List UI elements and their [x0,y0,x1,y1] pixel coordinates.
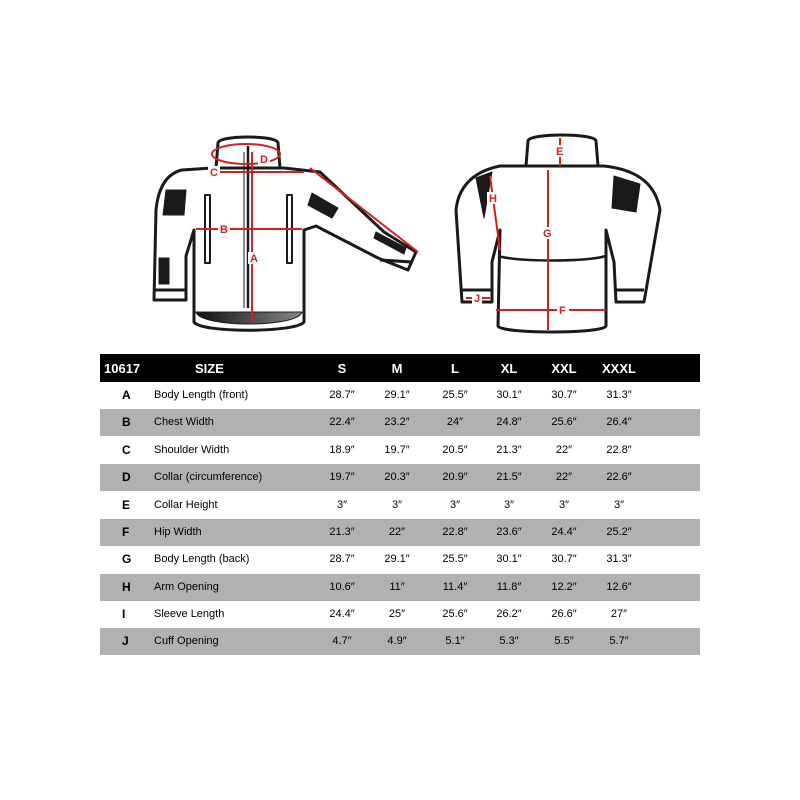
measurement-letter: A [122,388,131,402]
size-column-header: L [451,361,459,376]
measurement-letter: J [122,634,129,648]
measurement-value: 19.7″ [384,444,410,456]
measurement-value: 25.5″ [442,389,468,401]
measurement-value: 24″ [446,416,464,428]
measurement-value: 26.2″ [496,608,522,620]
measurement-value: 21.3″ [329,526,355,538]
size-column-header: M [391,361,403,376]
measurement-value: 24.4″ [329,608,355,620]
label-f: F [559,305,566,317]
measurement-value: 4.9″ [387,635,407,647]
measurement-value: 31.3″ [606,553,632,565]
measurement-value: 30.1″ [496,553,522,565]
measurement-value: 22.8″ [606,444,632,456]
table-header [100,354,700,382]
measurement-value: 25.5″ [442,553,468,565]
measurement-value: 20.5″ [442,444,468,456]
measurement-value: 3″ [391,499,402,511]
measurement-value: 5.5″ [554,635,574,647]
measurement-value: 3″ [558,499,569,511]
measurement-value: 22.6″ [606,471,632,483]
measurement-value: 28.7″ [329,389,355,401]
size-heading: SIZE [195,361,224,376]
table-row [100,546,700,573]
size-column-header: S [337,361,347,376]
measurement-value: 20.3″ [384,471,410,483]
measurement-name: Collar (circumference) [154,471,263,483]
measurement-value: 22.4″ [329,416,355,428]
table-row [100,437,700,464]
measurement-letter: H [122,580,131,594]
measurement-value: 4.7″ [332,635,352,647]
measurement-name: Chest Width [154,416,214,428]
measurement-value: 30.1″ [496,389,522,401]
measurement-value: 21.3″ [496,444,522,456]
measurement-value: 27″ [610,608,628,620]
measurement-value: 5.3″ [499,635,519,647]
label-g: G [543,228,552,240]
table-row [100,519,700,546]
label-c: C [210,167,218,179]
label-e: E [556,146,564,158]
label-d: D [260,154,268,166]
measurement-letter: F [122,525,130,539]
table-row [100,628,700,655]
measurement-value: 25.6″ [442,608,468,620]
measurement-name: Arm Opening [154,581,219,593]
size-column-header: XL [500,361,518,376]
measurement-name: Cuff Opening [154,635,219,647]
measurement-name: Sleeve Length [154,608,225,620]
table-row [100,382,700,409]
measurement-value: 18.9″ [329,444,355,456]
measurement-value: 22.8″ [442,526,468,538]
measurement-value: 5.7″ [609,635,629,647]
jacket-measurement-diagram [0,0,800,350]
measurement-value: 29.1″ [384,389,410,401]
measurement-value: 19.7″ [329,471,355,483]
measurement-value: 30.7″ [551,553,577,565]
measurement-value: 3″ [449,499,460,511]
measurement-value: 24.4″ [551,526,577,538]
measurement-value: 28.7″ [329,553,355,565]
measurement-value: 12.2″ [551,581,577,593]
measurement-value: 11.8″ [496,581,522,593]
measurement-name: Shoulder Width [154,444,230,456]
table-row [100,574,700,601]
measurement-value: 20.9″ [442,471,468,483]
measurement-name: Collar Height [154,499,218,511]
measurement-value: 10.6″ [329,581,355,593]
measurement-letter: B [122,415,131,429]
measurement-value: 29.1″ [384,553,410,565]
measurement-value: 5.1″ [445,635,465,647]
measurement-value: 21.5″ [496,471,522,483]
table-row [100,601,700,628]
label-j: J [474,293,481,305]
measurement-value: 31.3″ [606,389,632,401]
measurement-name: Body Length (front) [154,389,249,401]
measurement-value: 3″ [503,499,514,511]
size-column-header: XXL [551,361,577,376]
size-chart-table [100,354,700,655]
jacket-back-illustration [456,135,660,332]
measurement-value: 11.4″ [442,581,468,593]
label-a: A [250,253,258,265]
measurement-value: 24.8″ [496,416,522,428]
measurement-value: 23.2″ [384,416,410,428]
measurement-letter: E [122,498,131,512]
table-row [100,409,700,436]
measurement-value: 25″ [388,608,406,620]
measurement-value: 12.6″ [606,581,632,593]
measurement-value: 26.6″ [551,608,577,620]
table-row [100,464,700,491]
measurement-value: 11″ [389,581,405,593]
measurement-value: 22″ [388,526,406,538]
measurement-letter: I [122,607,126,621]
measurement-letter: C [122,443,131,457]
measurement-value: 22″ [555,444,573,456]
measurement-value: 22″ [555,471,573,483]
measurement-value: 30.7″ [551,389,577,401]
measurement-value: 23.6″ [496,526,522,538]
jacket-front-illustration [154,137,416,330]
label-b: B [220,224,228,236]
size-column-header: XXXL [602,361,636,376]
measurement-letter: G [122,552,132,566]
measurement-letter: D [122,470,131,484]
table-row [100,492,700,519]
measurement-value: 26.4″ [606,416,632,428]
measurement-value: 3″ [336,499,347,511]
measurement-value: 3″ [613,499,624,511]
measurement-value: 25.6″ [551,416,577,428]
product-code: 10617 [104,361,141,376]
measurement-value: 25.2″ [606,526,632,538]
label-h: H [489,193,497,205]
measurement-name: Body Length (back) [154,553,250,565]
measurement-name: Hip Width [154,526,202,538]
